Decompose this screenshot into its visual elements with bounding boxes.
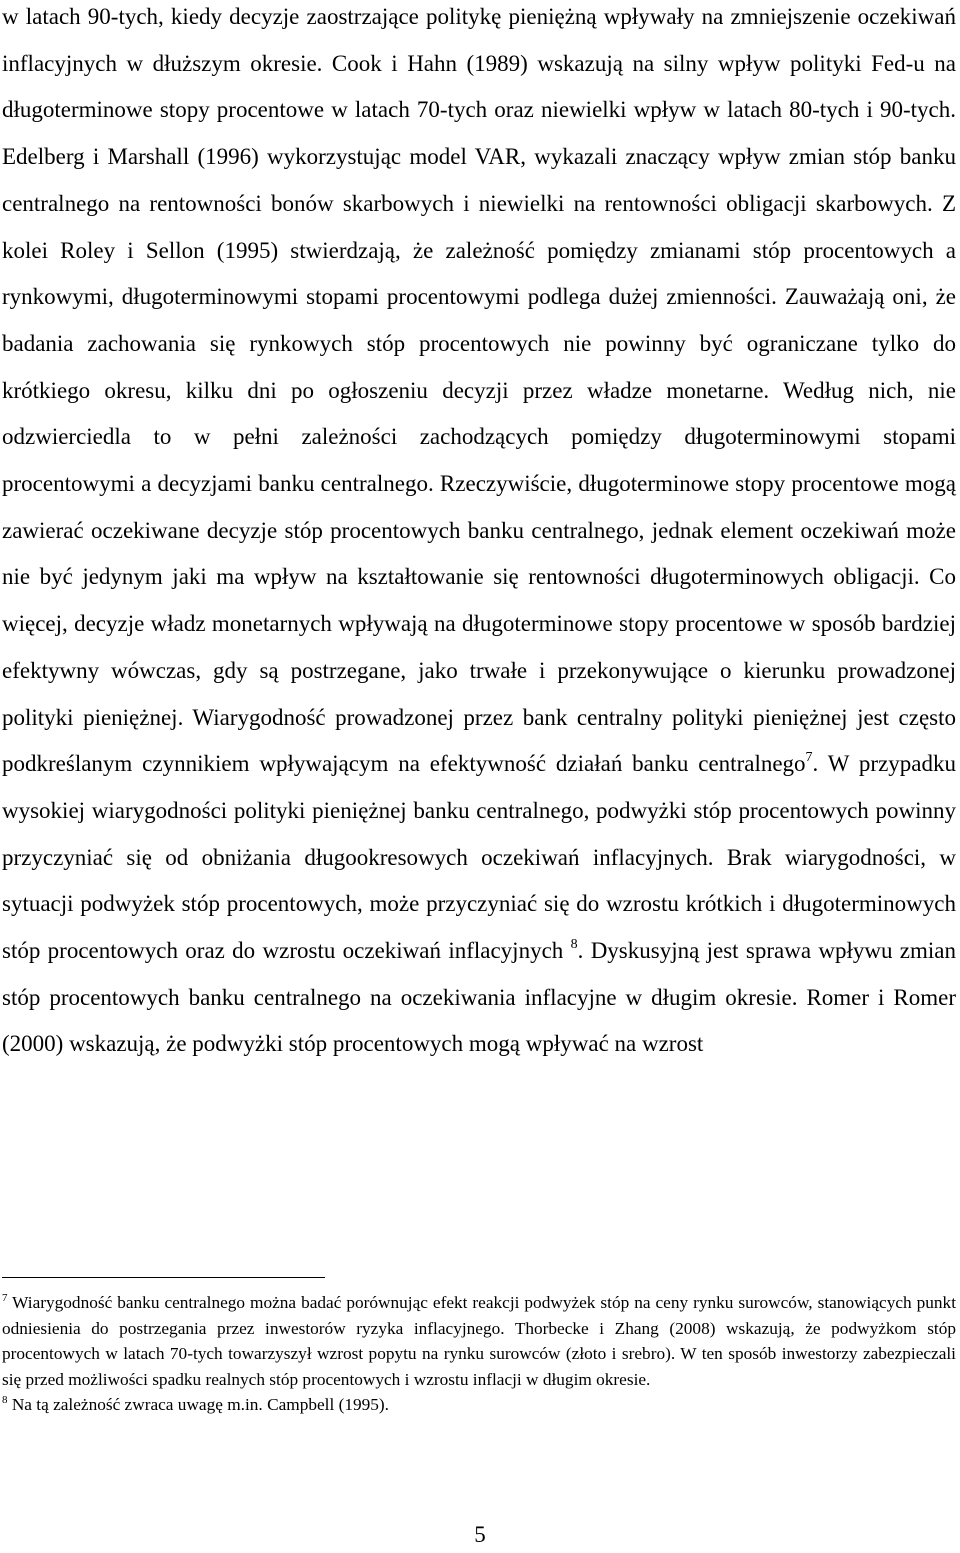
footnote-7 [2, 1290, 956, 1392]
footnote-8 [2, 1392, 956, 1418]
footnote-reference-7[interactable]: 7 [805, 750, 813, 766]
body-text-part-2: . W przypadku wysokiej wiarygodności polityki pieniężnej banku centralnego, podwyżki stóp procentowych powinny przyczyniać się od obniżania długookresowych oczekiwań inflacyjnych. Brak wiarygodności, w sytuacji podwyżek stóp procentowych, może przyczyniać się do wzrostu krótkich i długoterminowych stóp procentowych oraz do wzrostu oczekiwań inflacyjnych [2, 751, 956, 964]
footnote-text-8: Na tą zależność zwraca uwagę m.in. Campbell (1995). [7, 1395, 389, 1414]
footnote-text-7: Wiarygodność banku centralnego można badać porównując efekt reakcji podwyżek stóp na ceny rynku surowców, stanowiących punkt odniesienia do postrzegania przez inwestorów ryzyka inflacyjnego. Thorbecke i Zhang (2008) wskazują, że podwyżkom stóp procentowych w latach 70-tych towarzyszył wzrost popytu na rynku surowców (złoto i srebro). W ten sposób inwestorzy zabezpieczali się przed możliwości spadku realnych stóp procentowych i wzrostu inflacji w długim okresie. [2, 1293, 956, 1389]
footnotes [2, 1290, 956, 1418]
footnote-reference-8[interactable]: 8 [570, 937, 578, 953]
footnote-mark-8: 8 [2, 1394, 8, 1406]
body-text-part-3: . Dyskusyjną jest sprawa wpływu zmian stóp procentowych banku centralnego na oczekiwania inflacyjne w długim okresie. Romer i Romer (2000) wskazują, że podwyżki stóp procentowych mogą wpływać na wzrost [2, 938, 956, 1057]
footnote-mark-7: 7 [2, 1292, 8, 1304]
body-paragraph [2, 0, 956, 1068]
body-text-part-1: w latach 90-tych, kiedy decyzje zaostrzające politykę pieniężną wpływały na zmniejszenie oczekiwań inflacyjnych w dłuższym okresie. Cook i Hahn (1989) wskazują na silny wpływ polityki Fed-u na długoterminowe stopy procentowe w latach 70-tych oraz niewielki wpływ w latach 80-tych i 90-tych. Edelberg i Marshall (1996) wykorzystując model VAR, wykazali znaczący wpływ zmian stóp banku centralnego na rentowności bonów skarbowych i niewielki na rentowności obligacji skarbowych. Z kolei Roley i Sellon (1995) stwierdzają, że zależność pomiędzy zmianami stóp procentowych a rynkowymi, długoterminowymi stopami procentowymi podlega dużej zmienności. Zauważają oni, że badania zachowania się rynkowych stóp procentowych nie powinny być ograniczane tylko do krótkiego okresu, kilku dni po ogłoszeniu decyzji przez władze monetarne. Według nich, nie odzwierciedla to w pełni zależności zachodzących pomiędzy długoterminowymi stopami procentowymi a decyzjami banku centralnego. Rzeczywiście, długoterminowe stopy procentowe mogą zawierać oczekiwane decyzje stóp procentowych banku centralnego, jednak element oczekiwań może nie być jedynym jaki ma wpływ na kształtowanie się rentowności długoterminowych obligacji. Co więcej, decyzje władz monetarnych wpływają na długoterminowe stopy procentowe w sposób bardziej efektywny wówczas, gdy są postrzegane, jako trwałe i przekonywujące o kierunku prowadzonej polityki pieniężnej. Wiarygodność prowadzonej przez bank centralny polityki pieniężnej jest często podkreślanym czynnikiem wpływającym na efektywność działań banku centralnego [2, 4, 956, 777]
footnote-separator [2, 1277, 325, 1278]
page-number: 5 [474, 1522, 486, 1547]
